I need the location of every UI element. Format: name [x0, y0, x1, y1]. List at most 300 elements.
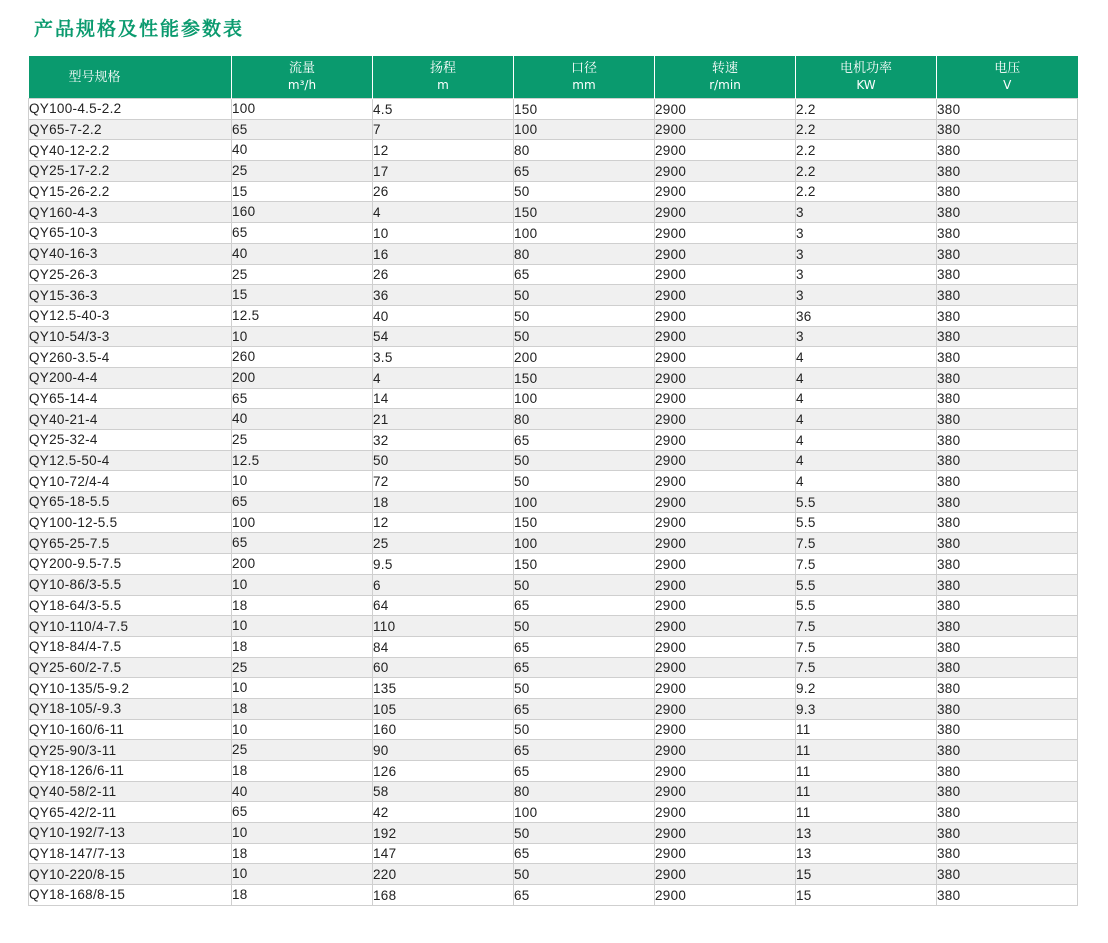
- cell-voltage: 380: [937, 264, 1078, 285]
- cell-voltage: 380: [937, 471, 1078, 492]
- cell-head: 105: [373, 698, 514, 719]
- cell-power: 11: [796, 781, 937, 802]
- cell-model: QY260-3.5-4: [29, 347, 232, 368]
- cell-flow: 10: [232, 823, 373, 844]
- cell-voltage: 380: [937, 802, 1078, 823]
- table-row: [29, 616, 1078, 637]
- cell-flow: 25: [232, 430, 373, 451]
- cell-voltage: 380: [937, 450, 1078, 471]
- cell-power: 3: [796, 202, 937, 223]
- cell-head: 7: [373, 119, 514, 140]
- table-row: [29, 823, 1078, 844]
- cell-head: 168: [373, 885, 514, 906]
- cell-model: QY65-7-2.2: [29, 119, 232, 140]
- cell-model: QY40-12-2.2: [29, 140, 232, 161]
- cell-voltage: 380: [937, 119, 1078, 140]
- cell-model: QY12.5-50-4: [29, 450, 232, 471]
- cell-voltage: 380: [937, 678, 1078, 699]
- table-row: [29, 264, 1078, 285]
- table-header: [29, 56, 1078, 99]
- cell-speed: 2900: [655, 698, 796, 719]
- cell-head: 16: [373, 243, 514, 264]
- cell-model: QY200-4-4: [29, 367, 232, 388]
- cell-head: 50: [373, 450, 514, 471]
- cell-power: 15: [796, 864, 937, 885]
- table-row: [29, 885, 1078, 906]
- cell-flow: 65: [232, 388, 373, 409]
- cell-diameter: 50: [514, 574, 655, 595]
- cell-diameter: 65: [514, 636, 655, 657]
- cell-head: 26: [373, 264, 514, 285]
- col-header-head-unit: m: [437, 78, 449, 92]
- cell-diameter: 50: [514, 678, 655, 699]
- cell-head: 6: [373, 574, 514, 595]
- table-row: [29, 843, 1078, 864]
- col-header-voltage-unit: V: [1003, 78, 1012, 92]
- cell-flow: 65: [232, 223, 373, 244]
- cell-diameter: 50: [514, 471, 655, 492]
- cell-head: 26: [373, 181, 514, 202]
- cell-power: 5.5: [796, 512, 937, 533]
- cell-flow: 12.5: [232, 450, 373, 471]
- cell-power: 2.2: [796, 181, 937, 202]
- table-row: [29, 450, 1078, 471]
- cell-model: QY18-105/-9.3: [29, 698, 232, 719]
- table-row: [29, 305, 1078, 326]
- table-row: [29, 533, 1078, 554]
- cell-power: 4: [796, 430, 937, 451]
- cell-speed: 2900: [655, 161, 796, 182]
- cell-voltage: 380: [937, 864, 1078, 885]
- col-header-model: [29, 56, 232, 99]
- cell-flow: 18: [232, 698, 373, 719]
- cell-head: 126: [373, 761, 514, 782]
- cell-model: QY10-54/3-3: [29, 326, 232, 347]
- cell-model: QY25-90/3-11: [29, 740, 232, 761]
- cell-power: 2.2: [796, 161, 937, 182]
- cell-power: 2.2: [796, 99, 937, 120]
- cell-diameter: 65: [514, 698, 655, 719]
- cell-speed: 2900: [655, 264, 796, 285]
- cell-power: 3: [796, 285, 937, 306]
- cell-model: QY18-84/4-7.5: [29, 636, 232, 657]
- cell-flow: 18: [232, 636, 373, 657]
- cell-power: 15: [796, 885, 937, 906]
- table-body: [29, 99, 1078, 906]
- cell-head: 42: [373, 802, 514, 823]
- cell-flow: 10: [232, 616, 373, 637]
- cell-voltage: 380: [937, 409, 1078, 430]
- cell-diameter: 65: [514, 595, 655, 616]
- cell-flow: 160: [232, 202, 373, 223]
- cell-model: QY40-16-3: [29, 243, 232, 264]
- cell-speed: 2900: [655, 740, 796, 761]
- page-title: 产品规格及性能参数表: [34, 18, 245, 40]
- cell-power: 5.5: [796, 595, 937, 616]
- table-row: [29, 409, 1078, 430]
- cell-power: 36: [796, 305, 937, 326]
- cell-speed: 2900: [655, 533, 796, 554]
- col-header-flow: [232, 56, 373, 99]
- cell-diameter: 65: [514, 740, 655, 761]
- cell-model: QY18-64/3-5.5: [29, 595, 232, 616]
- cell-voltage: 380: [937, 99, 1078, 120]
- cell-power: 9.2: [796, 678, 937, 699]
- cell-flow: 65: [232, 802, 373, 823]
- cell-model: QY200-9.5-7.5: [29, 554, 232, 575]
- cell-speed: 2900: [655, 285, 796, 306]
- cell-model: QY10-135/5-9.2: [29, 678, 232, 699]
- cell-model: QY25-32-4: [29, 430, 232, 451]
- cell-flow: 40: [232, 781, 373, 802]
- cell-voltage: 380: [937, 430, 1078, 451]
- cell-flow: 25: [232, 264, 373, 285]
- cell-head: 12: [373, 512, 514, 533]
- cell-speed: 2900: [655, 471, 796, 492]
- cell-speed: 2900: [655, 492, 796, 513]
- cell-speed: 2900: [655, 202, 796, 223]
- cell-power: 7.5: [796, 554, 937, 575]
- table-row: [29, 367, 1078, 388]
- cell-voltage: 380: [937, 636, 1078, 657]
- cell-head: 21: [373, 409, 514, 430]
- cell-head: 32: [373, 430, 514, 451]
- table-row: [29, 161, 1078, 182]
- cell-power: 3: [796, 243, 937, 264]
- cell-voltage: 380: [937, 719, 1078, 740]
- cell-voltage: 380: [937, 367, 1078, 388]
- cell-diameter: 65: [514, 885, 655, 906]
- col-header-speed-unit: r/min: [709, 78, 741, 92]
- cell-power: 5.5: [796, 574, 937, 595]
- cell-voltage: 380: [937, 161, 1078, 182]
- cell-voltage: 380: [937, 616, 1078, 637]
- cell-head: 40: [373, 305, 514, 326]
- cell-power: 13: [796, 823, 937, 844]
- cell-voltage: 380: [937, 885, 1078, 906]
- cell-voltage: 380: [937, 347, 1078, 368]
- cell-model: QY65-25-7.5: [29, 533, 232, 554]
- table-row: [29, 202, 1078, 223]
- table-row: [29, 285, 1078, 306]
- cell-model: QY18-168/8-15: [29, 885, 232, 906]
- cell-head: 36: [373, 285, 514, 306]
- cell-flow: 25: [232, 740, 373, 761]
- cell-speed: 2900: [655, 223, 796, 244]
- cell-diameter: 150: [514, 202, 655, 223]
- table-row: [29, 181, 1078, 202]
- cell-flow: 10: [232, 574, 373, 595]
- cell-voltage: 380: [937, 243, 1078, 264]
- cell-speed: 2900: [655, 781, 796, 802]
- cell-diameter: 50: [514, 285, 655, 306]
- cell-voltage: 380: [937, 202, 1078, 223]
- col-header-head: [373, 56, 514, 99]
- cell-model: QY160-4-3: [29, 202, 232, 223]
- cell-head: 90: [373, 740, 514, 761]
- cell-flow: 12.5: [232, 305, 373, 326]
- cell-model: QY100-4.5-2.2: [29, 99, 232, 120]
- cell-voltage: 380: [937, 595, 1078, 616]
- cell-voltage: 380: [937, 140, 1078, 161]
- cell-flow: 260: [232, 347, 373, 368]
- cell-speed: 2900: [655, 616, 796, 637]
- table-row: [29, 430, 1078, 451]
- cell-speed: 2900: [655, 595, 796, 616]
- cell-diameter: 200: [514, 347, 655, 368]
- cell-speed: 2900: [655, 326, 796, 347]
- cell-flow: 100: [232, 99, 373, 120]
- cell-power: 3: [796, 326, 937, 347]
- cell-power: 4: [796, 409, 937, 430]
- cell-diameter: 80: [514, 243, 655, 264]
- cell-flow: 100: [232, 512, 373, 533]
- table-row: [29, 326, 1078, 347]
- table-row: [29, 864, 1078, 885]
- col-header-voltage-label: 电压: [994, 61, 1021, 76]
- cell-flow: 10: [232, 326, 373, 347]
- table-row: [29, 595, 1078, 616]
- cell-voltage: 380: [937, 181, 1078, 202]
- cell-diameter: 50: [514, 450, 655, 471]
- cell-model: QY18-147/7-13: [29, 843, 232, 864]
- cell-flow: 15: [232, 285, 373, 306]
- cell-power: 2.2: [796, 140, 937, 161]
- spec-table: [28, 56, 1078, 906]
- cell-diameter: 65: [514, 430, 655, 451]
- cell-speed: 2900: [655, 843, 796, 864]
- cell-model: QY15-26-2.2: [29, 181, 232, 202]
- cell-head: 147: [373, 843, 514, 864]
- cell-voltage: 380: [937, 657, 1078, 678]
- cell-head: 12: [373, 140, 514, 161]
- cell-power: 9.3: [796, 698, 937, 719]
- cell-speed: 2900: [655, 243, 796, 264]
- cell-diameter: 80: [514, 409, 655, 430]
- table-row: [29, 657, 1078, 678]
- cell-power: 11: [796, 740, 937, 761]
- cell-speed: 2900: [655, 99, 796, 120]
- header-row: [29, 56, 1078, 99]
- cell-head: 64: [373, 595, 514, 616]
- cell-voltage: 380: [937, 285, 1078, 306]
- cell-head: 14: [373, 388, 514, 409]
- cell-power: 11: [796, 719, 937, 740]
- cell-model: QY25-60/2-7.5: [29, 657, 232, 678]
- col-header-model-label: 型号规格: [68, 69, 121, 85]
- cell-flow: 40: [232, 140, 373, 161]
- table-row: [29, 243, 1078, 264]
- cell-power: 13: [796, 843, 937, 864]
- cell-head: 4: [373, 367, 514, 388]
- cell-diameter: 100: [514, 119, 655, 140]
- cell-flow: 25: [232, 161, 373, 182]
- cell-voltage: 380: [937, 740, 1078, 761]
- cell-flow: 40: [232, 409, 373, 430]
- cell-voltage: 380: [937, 305, 1078, 326]
- cell-speed: 2900: [655, 367, 796, 388]
- cell-flow: 10: [232, 864, 373, 885]
- cell-speed: 2900: [655, 823, 796, 844]
- cell-speed: 2900: [655, 450, 796, 471]
- cell-flow: 65: [232, 492, 373, 513]
- cell-speed: 2900: [655, 409, 796, 430]
- cell-model: QY15-36-3: [29, 285, 232, 306]
- cell-model: QY10-192/7-13: [29, 823, 232, 844]
- table-row: [29, 761, 1078, 782]
- cell-power: 7.5: [796, 533, 937, 554]
- cell-head: 135: [373, 678, 514, 699]
- cell-power: 4: [796, 450, 937, 471]
- cell-head: 3.5: [373, 347, 514, 368]
- col-header-voltage: [937, 56, 1078, 99]
- col-header-diameter: [514, 56, 655, 99]
- cell-speed: 2900: [655, 119, 796, 140]
- cell-model: QY25-26-3: [29, 264, 232, 285]
- cell-diameter: 100: [514, 802, 655, 823]
- cell-speed: 2900: [655, 864, 796, 885]
- cell-power: 11: [796, 761, 937, 782]
- col-header-head-label: 扬程: [429, 61, 456, 76]
- cell-power: 4: [796, 388, 937, 409]
- cell-voltage: 380: [937, 761, 1078, 782]
- cell-flow: 40: [232, 243, 373, 264]
- cell-flow: 25: [232, 657, 373, 678]
- cell-diameter: 50: [514, 181, 655, 202]
- table-row: [29, 636, 1078, 657]
- cell-voltage: 380: [937, 698, 1078, 719]
- table-row: [29, 492, 1078, 513]
- cell-model: QY10-220/8-15: [29, 864, 232, 885]
- table-row: [29, 802, 1078, 823]
- cell-power: 2.2: [796, 119, 937, 140]
- cell-diameter: 65: [514, 843, 655, 864]
- cell-speed: 2900: [655, 388, 796, 409]
- cell-voltage: 380: [937, 554, 1078, 575]
- cell-diameter: 150: [514, 99, 655, 120]
- cell-diameter: 50: [514, 305, 655, 326]
- table-row: [29, 347, 1078, 368]
- cell-flow: 18: [232, 885, 373, 906]
- cell-speed: 2900: [655, 657, 796, 678]
- cell-diameter: 100: [514, 388, 655, 409]
- cell-head: 4: [373, 202, 514, 223]
- cell-model: QY65-18-5.5: [29, 492, 232, 513]
- cell-voltage: 380: [937, 823, 1078, 844]
- cell-diameter: 65: [514, 161, 655, 182]
- cell-voltage: 380: [937, 223, 1078, 244]
- cell-diameter: 80: [514, 140, 655, 161]
- cell-power: 5.5: [796, 492, 937, 513]
- cell-model: QY100-12-5.5: [29, 512, 232, 533]
- cell-power: 4: [796, 347, 937, 368]
- cell-diameter: 100: [514, 533, 655, 554]
- table-row: [29, 554, 1078, 575]
- table-row: [29, 471, 1078, 492]
- cell-flow: 65: [232, 119, 373, 140]
- cell-flow: 15: [232, 181, 373, 202]
- table-row: [29, 574, 1078, 595]
- cell-diameter: 150: [514, 512, 655, 533]
- cell-model: QY25-17-2.2: [29, 161, 232, 182]
- cell-speed: 2900: [655, 719, 796, 740]
- cell-diameter: 65: [514, 657, 655, 678]
- cell-power: 11: [796, 802, 937, 823]
- cell-power: 4: [796, 471, 937, 492]
- cell-speed: 2900: [655, 761, 796, 782]
- col-header-diameter-label: 口径: [570, 61, 597, 76]
- cell-head: 17: [373, 161, 514, 182]
- table-row: [29, 140, 1078, 161]
- cell-diameter: 100: [514, 492, 655, 513]
- table-row: [29, 512, 1078, 533]
- cell-model: QY65-10-3: [29, 223, 232, 244]
- col-header-diameter-unit: mm: [572, 78, 596, 92]
- cell-power: 4: [796, 367, 937, 388]
- cell-power: 7.5: [796, 616, 937, 637]
- cell-power: 3: [796, 223, 937, 244]
- cell-model: QY40-58/2-11: [29, 781, 232, 802]
- cell-flow: 10: [232, 471, 373, 492]
- table-row: [29, 223, 1078, 244]
- cell-model: QY10-86/3-5.5: [29, 574, 232, 595]
- cell-flow: 18: [232, 595, 373, 616]
- col-header-speed: [655, 56, 796, 99]
- cell-flow: 200: [232, 367, 373, 388]
- cell-head: 54: [373, 326, 514, 347]
- cell-voltage: 380: [937, 574, 1078, 595]
- cell-speed: 2900: [655, 574, 796, 595]
- cell-model: QY10-160/6-11: [29, 719, 232, 740]
- cell-voltage: 380: [937, 781, 1078, 802]
- cell-speed: 2900: [655, 678, 796, 699]
- cell-speed: 2900: [655, 140, 796, 161]
- cell-voltage: 380: [937, 533, 1078, 554]
- cell-speed: 2900: [655, 636, 796, 657]
- table-row: [29, 678, 1078, 699]
- cell-model: QY65-14-4: [29, 388, 232, 409]
- cell-speed: 2900: [655, 802, 796, 823]
- col-header-flow-unit: m³/h: [287, 78, 317, 92]
- cell-flow: 200: [232, 554, 373, 575]
- col-header-speed-label: 转速: [711, 61, 738, 76]
- cell-diameter: 50: [514, 864, 655, 885]
- cell-diameter: 100: [514, 223, 655, 244]
- cell-diameter: 80: [514, 781, 655, 802]
- cell-model: QY40-21-4: [29, 409, 232, 430]
- cell-voltage: 380: [937, 512, 1078, 533]
- cell-power: 7.5: [796, 657, 937, 678]
- col-header-flow-label: 流量: [288, 61, 315, 76]
- cell-diameter: 65: [514, 264, 655, 285]
- table-row: [29, 781, 1078, 802]
- cell-head: 60: [373, 657, 514, 678]
- cell-diameter: 50: [514, 616, 655, 637]
- cell-head: 18: [373, 492, 514, 513]
- cell-model: QY18-126/6-11: [29, 761, 232, 782]
- cell-diameter: 50: [514, 823, 655, 844]
- table-row: [29, 388, 1078, 409]
- cell-model: QY12.5-40-3: [29, 305, 232, 326]
- cell-speed: 2900: [655, 347, 796, 368]
- col-header-power-label: 电机功率: [839, 61, 892, 76]
- cell-voltage: 380: [937, 388, 1078, 409]
- cell-head: 72: [373, 471, 514, 492]
- cell-speed: 2900: [655, 554, 796, 575]
- cell-diameter: 150: [514, 554, 655, 575]
- cell-flow: 18: [232, 843, 373, 864]
- cell-head: 58: [373, 781, 514, 802]
